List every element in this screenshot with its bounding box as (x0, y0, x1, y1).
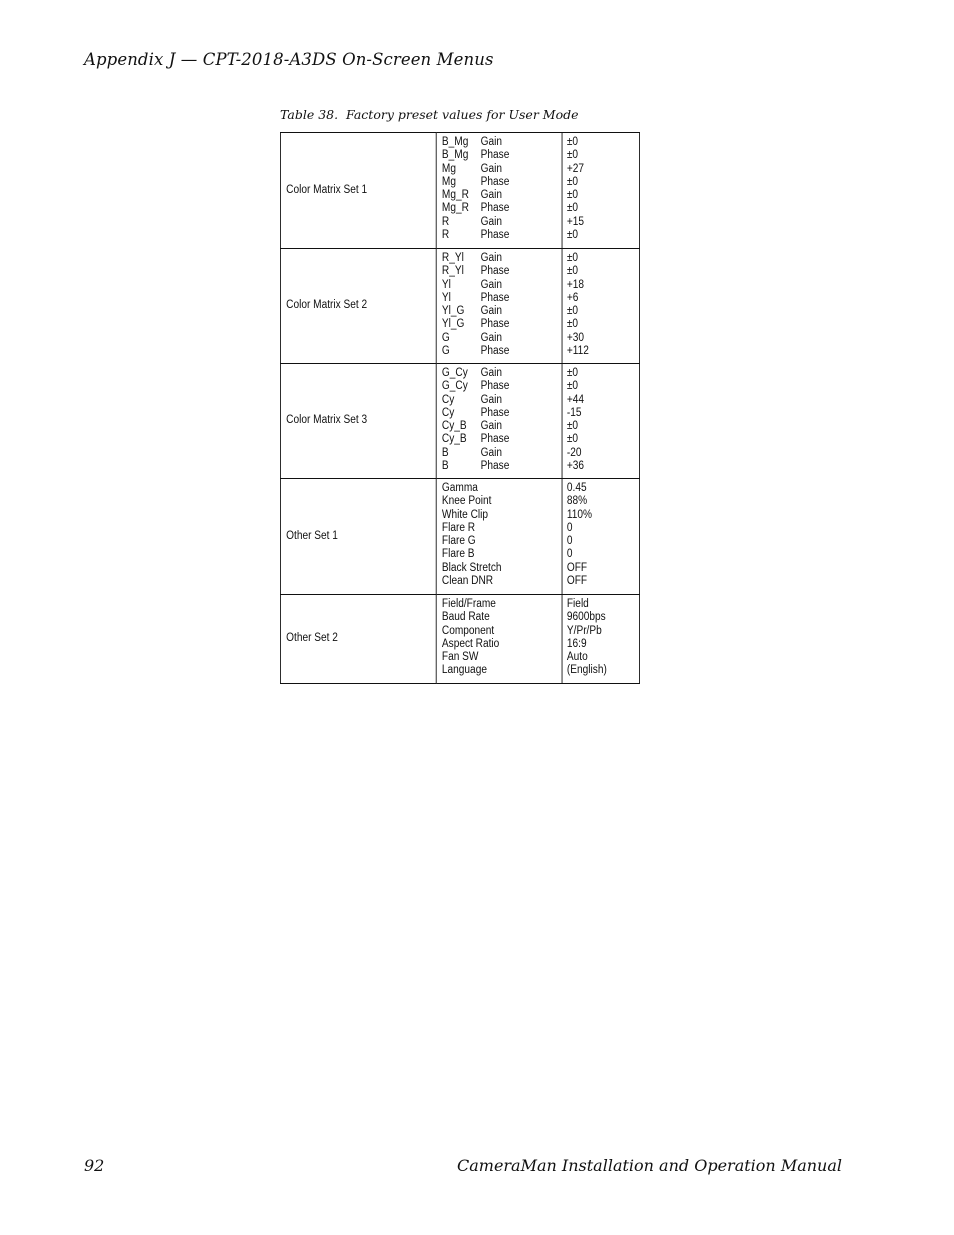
preset-value: ±0 (566, 265, 579, 278)
preset-value: +44 (566, 393, 585, 406)
parameter-line (442, 265, 562, 278)
parameter-attribute: Gain (480, 189, 503, 202)
parameter-line (442, 394, 562, 407)
parameter-line (442, 149, 562, 162)
parameter-line (442, 535, 562, 548)
parameter-line (442, 638, 562, 651)
preset-value: +6 (566, 291, 579, 304)
parameter-line (442, 664, 562, 677)
parameter-attribute: Phase (480, 229, 510, 242)
preset-value: ±0 (566, 367, 579, 379)
parameter-line (442, 509, 562, 522)
parameter-line (442, 216, 562, 229)
parameter-attribute: Phase (480, 406, 510, 419)
parameter-line (442, 345, 562, 358)
parameter-name: Yl (441, 278, 451, 291)
set-name-cell: Color Matrix Set 3 (280, 364, 436, 479)
parameter-attribute: Phase (480, 380, 510, 393)
preset-value: +30 (566, 331, 585, 344)
preset-value: 0 (566, 521, 573, 534)
parameter-name: R (441, 215, 450, 228)
parameter-name: R (441, 229, 450, 242)
preset-value: ±0 (566, 380, 579, 393)
parameter-name: Mg_R (441, 189, 469, 202)
preset-value: 88% (566, 495, 588, 508)
parameter-line (442, 420, 562, 433)
parameter-line (442, 562, 562, 575)
parameter-name: Flare R (441, 521, 476, 534)
preset-value: ±0 (566, 433, 579, 446)
parameter-attribute: Gain (480, 305, 503, 318)
parameter-name: Mg (441, 175, 456, 188)
parameter-line (442, 332, 562, 345)
parameter-line (442, 367, 562, 380)
parameter-attribute: Gain (480, 215, 503, 228)
preset-value: OFF (566, 575, 588, 588)
parameter-attribute: Gain (480, 420, 503, 433)
parameter-attribute: Gain (480, 393, 503, 406)
preset-value: ±0 (566, 305, 579, 318)
parameter-attribute: Phase (480, 265, 510, 278)
page-number: 92 (84, 1156, 105, 1175)
preset-value: 16:9 (566, 637, 587, 650)
parameter-name: G_Cy (441, 367, 468, 379)
value-cell (562, 133, 639, 249)
parameter-line (442, 229, 562, 242)
factory-preset-table (280, 132, 640, 684)
preset-value: -15 (566, 406, 582, 419)
parameter-name: Field/Frame (441, 598, 496, 610)
parameter-name: B (441, 460, 449, 473)
set-name-cell: Other Set 1 (280, 479, 436, 595)
parameter-line (442, 575, 562, 588)
preset-value: -20 (566, 446, 582, 459)
parameter-attribute: Gain (480, 446, 503, 459)
parameter-attribute: Phase (480, 149, 510, 162)
parameter-cell (436, 479, 562, 595)
parameter-cell (436, 249, 562, 364)
parameter-name: Cy (441, 406, 455, 419)
parameter-name: R_Yl (441, 252, 464, 264)
value-cell (562, 249, 639, 364)
parameter-line (442, 433, 562, 446)
parameter-name: Black Stretch (441, 561, 502, 574)
preset-value: ±0 (566, 175, 579, 188)
preset-value: 9600bps (566, 611, 606, 624)
preset-value: +36 (566, 460, 585, 473)
parameter-name: Yl_G (441, 318, 465, 331)
parameter-attribute: Phase (480, 345, 510, 358)
preset-value: Auto (566, 651, 588, 664)
parameter-cell (436, 364, 562, 479)
preset-value: 0.45 (566, 482, 587, 494)
preset-value: ±0 (566, 318, 579, 331)
parameter-line (442, 598, 562, 611)
parameter-line (442, 252, 562, 265)
preset-value: ±0 (566, 136, 579, 148)
parameter-attribute: Gain (480, 278, 503, 291)
parameter-name: G (441, 345, 450, 358)
parameter-name: Mg (441, 162, 456, 175)
preset-value: 0 (566, 548, 573, 561)
parameter-line (442, 176, 562, 189)
parameter-attribute: Gain (480, 367, 503, 379)
parameter-name: Yl (441, 291, 451, 304)
parameter-name: Flare B (441, 548, 475, 561)
manual-title: CameraMan Installation and Operation Manual (456, 1156, 842, 1175)
parameter-attribute: Gain (480, 252, 503, 264)
parameter-name: Baud Rate (441, 611, 490, 624)
parameter-cell (436, 133, 562, 249)
parameter-cell (436, 595, 562, 684)
parameter-line (442, 495, 562, 508)
parameter-attribute: Phase (480, 202, 510, 215)
preset-value: +15 (566, 215, 585, 228)
value-cell (562, 479, 639, 595)
parameter-name: Fan SW (441, 651, 479, 664)
preset-value: +27 (566, 162, 585, 175)
parameter-line (442, 305, 562, 318)
parameter-name: Aspect Ratio (441, 637, 500, 650)
parameter-attribute: Phase (480, 460, 510, 473)
parameter-name: Component (441, 624, 495, 637)
parameter-line (442, 460, 562, 473)
parameter-name: Cy_B (441, 420, 467, 433)
parameter-attribute: Phase (480, 291, 510, 304)
parameter-name: Yl_G (441, 305, 465, 318)
preset-value: ±0 (566, 149, 579, 162)
parameter-name: Knee Point (441, 495, 492, 508)
parameter-attribute: Phase (480, 433, 510, 446)
parameter-line (442, 447, 562, 460)
preset-value: +112 (566, 345, 589, 358)
parameter-attribute: Phase (480, 318, 510, 331)
table-row (280, 249, 639, 364)
preset-value: +18 (566, 278, 585, 291)
set-name-cell: Other Set 2 (280, 595, 436, 684)
parameter-line (442, 380, 562, 393)
preset-value: Y/Pr/Pb (566, 624, 602, 637)
preset-value: (English) (566, 664, 607, 677)
parameter-name: G (441, 331, 450, 344)
parameter-name: Gamma (441, 482, 478, 494)
parameter-name: R_Yl (441, 265, 464, 278)
value-cell (562, 595, 639, 684)
parameter-line (442, 189, 562, 202)
table-caption: Table 38. Factory preset values for User Mode (280, 107, 579, 122)
set-name-cell: Color Matrix Set 1 (280, 133, 436, 249)
parameter-name: G_Cy (441, 380, 468, 393)
table-row (280, 479, 639, 595)
parameter-line (442, 202, 562, 215)
table-body (280, 133, 639, 684)
set-name-cell: Color Matrix Set 2 (280, 249, 436, 364)
parameter-line (442, 163, 562, 176)
parameter-line (442, 482, 562, 495)
parameter-name: Flare G (441, 535, 476, 548)
parameter-line (442, 651, 562, 664)
running-head: Appendix J — CPT-2018-A3DS On-Screen Menus (84, 50, 494, 69)
parameter-name: Language (441, 664, 487, 677)
parameter-name: B_Mg (441, 136, 469, 148)
table-row (280, 595, 639, 684)
table-row (280, 133, 639, 249)
parameter-attribute: Gain (480, 162, 503, 175)
parameter-line (442, 625, 562, 638)
parameter-line (442, 407, 562, 420)
preset-value: 110% (566, 508, 593, 521)
parameter-name: Clean DNR (441, 575, 494, 588)
preset-value: Field (566, 598, 589, 610)
parameter-attribute: Phase (480, 175, 510, 188)
table-row (280, 364, 639, 479)
preset-value: ±0 (566, 189, 579, 202)
parameter-name: Cy (441, 393, 455, 406)
parameter-attribute: Gain (480, 136, 503, 148)
parameter-name: Mg_R (441, 202, 469, 215)
parameter-line (442, 292, 562, 305)
parameter-line (442, 318, 562, 331)
parameter-name: White Clip (441, 508, 489, 521)
preset-value: OFF (566, 561, 588, 574)
preset-value: ±0 (566, 252, 579, 264)
parameter-name: B_Mg (441, 149, 469, 162)
parameter-line (442, 136, 562, 149)
value-cell (562, 364, 639, 479)
parameter-line (442, 611, 562, 624)
parameter-attribute: Gain (480, 331, 503, 344)
parameter-name: Cy_B (441, 433, 467, 446)
preset-value: 0 (566, 535, 573, 548)
preset-value: ±0 (566, 229, 579, 242)
parameter-line (442, 279, 562, 292)
parameter-line (442, 548, 562, 561)
parameter-name: B (441, 446, 449, 459)
preset-value: ±0 (566, 202, 579, 215)
preset-value: ±0 (566, 420, 579, 433)
parameter-line (442, 522, 562, 535)
